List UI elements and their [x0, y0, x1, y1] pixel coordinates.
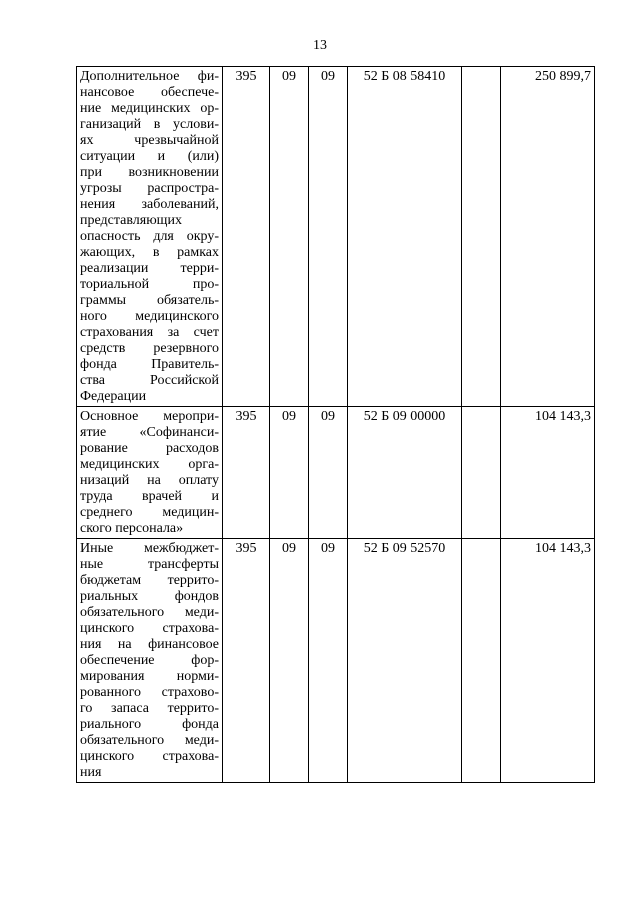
description-line: риального фонда [80, 717, 219, 732]
row-description [77, 67, 223, 407]
budget-table [76, 66, 595, 783]
description-line: реализации терри- [80, 261, 219, 276]
description-line: страхования за счет [80, 325, 219, 340]
description-line: ятие «Софинанси- [80, 425, 219, 440]
subsection-code: 09 [309, 407, 348, 539]
description-line: ситуации и (или) [80, 149, 219, 164]
description-line: Федерации [80, 389, 147, 404]
section-code: 09 [270, 407, 309, 539]
amount-value: 104 143,3 [501, 407, 595, 539]
description-line: ства Российской [80, 373, 219, 388]
section-code: 09 [270, 539, 309, 783]
table-row [77, 407, 595, 539]
description-line: труда врачей и [80, 489, 219, 504]
description-line: ного медицинского [80, 309, 219, 324]
description-line: Основное меропри- [80, 409, 219, 424]
ministry-code: 395 [223, 67, 270, 407]
description-line: низаций на оплату [80, 473, 219, 488]
page-number: 13 [313, 38, 327, 53]
description-line: ние медицинских ор- [80, 101, 219, 116]
table-row [77, 67, 595, 407]
description-line: ные трансферты [80, 557, 219, 572]
description-line: среднего медицин- [80, 505, 219, 520]
table-row [77, 539, 595, 783]
description-line: ях чрезвычайной [80, 133, 219, 148]
description-line: рование расходов [80, 441, 219, 456]
target-article-code: 52 Б 09 52570 [348, 539, 462, 783]
description-line: го запаса террито- [80, 701, 219, 716]
target-article-code: 52 Б 08 58410 [348, 67, 462, 407]
description-line: Иные межбюджет- [80, 541, 219, 556]
description-line: нения заболеваний, [80, 197, 219, 212]
description-line: цинского страхова- [80, 749, 219, 764]
description-line: граммы обязатель- [80, 293, 219, 308]
description-line: ния [80, 765, 102, 780]
description-line: цинского страхова- [80, 621, 219, 636]
description-line: ского персонала» [80, 521, 184, 536]
subsection-code: 09 [309, 539, 348, 783]
description-line: рованного страхово- [80, 685, 219, 700]
amount-value: 250 899,7 [501, 67, 595, 407]
expense-type-code [462, 539, 501, 783]
description-line: ториальной про- [80, 277, 219, 292]
description-line: риальных фондов [80, 589, 219, 604]
description-line: бюджетам террито- [80, 573, 219, 588]
description-line: ганизаций в услови- [80, 117, 219, 132]
description-line: опасность для окру- [80, 229, 219, 244]
section-code: 09 [270, 67, 309, 407]
amount-value: 104 143,3 [501, 539, 595, 783]
expense-type-code [462, 407, 501, 539]
description-line: при возникновении [80, 165, 219, 180]
description-line: ния на финансовое [80, 637, 219, 652]
description-line: угрозы распростра- [80, 181, 219, 196]
description-line: обязательного меди- [80, 733, 219, 748]
description-line: Дополнительное фи- [80, 69, 219, 84]
description-line: обеспечение фор- [80, 653, 219, 668]
description-line: жающих, в рамках [80, 245, 219, 260]
description-line: представляющих [80, 213, 182, 228]
description-line: обязательного меди- [80, 605, 219, 620]
row-description [77, 539, 223, 783]
description-line: нансовое обеспече- [80, 85, 219, 100]
target-article-code: 52 Б 09 00000 [348, 407, 462, 539]
description-line: средств резервного [80, 341, 219, 356]
expense-type-code [462, 67, 501, 407]
description-line: мирования норми- [80, 669, 219, 684]
row-description [77, 407, 223, 539]
ministry-code: 395 [223, 539, 270, 783]
description-line: фонда Правитель- [80, 357, 219, 372]
description-line: медицинских орга- [80, 457, 219, 472]
ministry-code: 395 [223, 407, 270, 539]
subsection-code: 09 [309, 67, 348, 407]
